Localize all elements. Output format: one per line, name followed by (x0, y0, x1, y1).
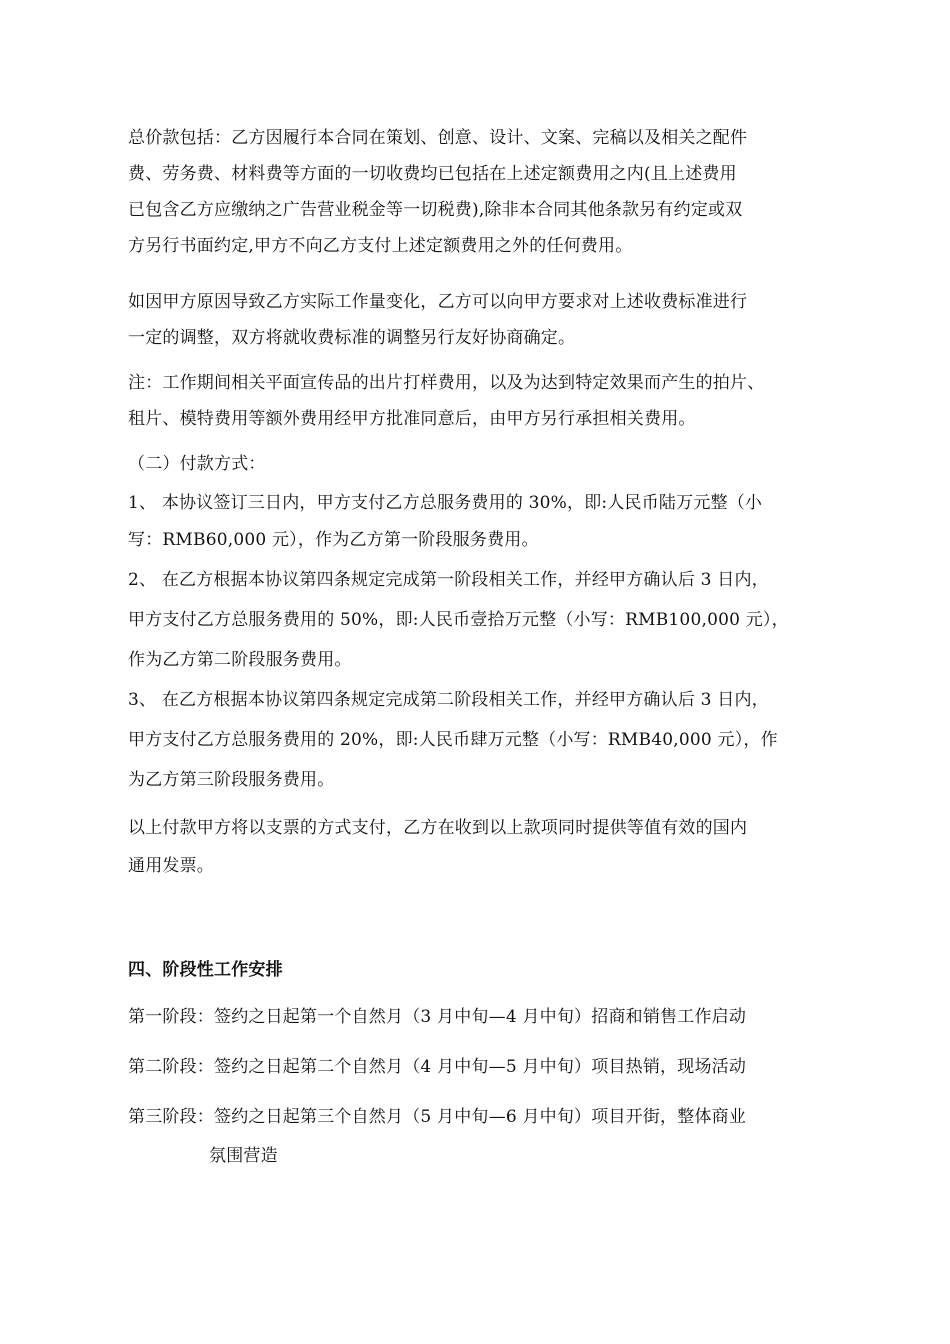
payment-method-line-2: 通用发票。 (128, 856, 214, 876)
payment-method-line-1: 以上付款甲方将以支票的方式支付，乙方在收到以上款项同时提供等值有效的国内 (128, 818, 748, 838)
payment-item-2-line-1: 2、 在乙方根据本协议第四条规定完成第一阶段相关工作，并经甲方确认后 3 日内， (128, 570, 769, 590)
payment-item-2-line-2: 甲方支付乙方总服务费用的 50%，即:人民币壹拾万元整（小写：RMB100,000 元）， (128, 610, 789, 630)
payment-item-1-line-2: 写：RMB60,000 元），作为乙方第一阶段服务费用。 (128, 530, 539, 550)
payment-item-3-line-3: 为乙方第三阶段服务费用。 (128, 770, 335, 790)
payment-item-1-line-1: 1、 本协议签订三日内，甲方支付乙方总服务费用的 30%，即:人民币陆万元整（小 (128, 493, 763, 513)
price-includes-line-3: 已包含乙方应缴纳之广告营业税金等一切税费),除非本合同其他条款另有约定或双 (128, 200, 743, 220)
section-4-title: 四、阶段性工作安排 (128, 960, 283, 980)
phase-3-line-2: 氛围营造 (209, 1146, 278, 1166)
payment-item-2-line-3: 作为乙方第二阶段服务费用。 (128, 650, 352, 670)
price-includes-line-4: 方另行书面约定,甲方不向乙方支付上述定额费用之外的任何费用。 (128, 236, 633, 256)
payment-item-3-line-1: 3、 在乙方根据本协议第四条规定完成第二阶段相关工作，并经甲方确认后 3 日内， (128, 690, 769, 710)
price-includes-line-1: 总价款包括：乙方因履行本合同在策划、创意、设计、文案、完稿以及相关之配件 (128, 128, 748, 148)
payment-heading: （二）付款方式： (128, 454, 266, 474)
phase-1: 第一阶段：签约之日起第一个自然月（3 月中旬—4 月中旬）招商和销售工作启动 (128, 1007, 747, 1027)
phase-2: 第二阶段：签约之日起第二个自然月（4 月中旬—5 月中旬）项目热销，现场活动 (128, 1057, 747, 1077)
note-line-2: 租片、模特费用等额外费用经甲方批准同意后，由甲方另行承担相关费用。 (128, 409, 696, 429)
adjustment-line-2: 一定的调整，双方将就收费标准的调整另行友好协商确定。 (128, 328, 576, 348)
note-line-1: 注：工作期间相关平面宣传品的出片打样费用，以及为达到特定效果而产生的拍片、 (128, 373, 765, 393)
phase-3-line-1: 第三阶段：签约之日起第三个自然月（5 月中旬—6 月中旬）项目开街，整体商业 (128, 1107, 747, 1127)
payment-item-3-line-2: 甲方支付乙方总服务费用的 20%，即:人民币肆万元整（小写：RMB40,000 元），作 (128, 730, 778, 750)
price-includes-line-2: 费、劳务费、材料费等方面的一切收费均已包括在上述定额费用之内(且上述费用 (128, 164, 737, 184)
adjustment-line-1: 如因甲方原因导致乙方实际工作量变化，乙方可以向甲方要求对上述收费标准进行 (128, 292, 748, 312)
